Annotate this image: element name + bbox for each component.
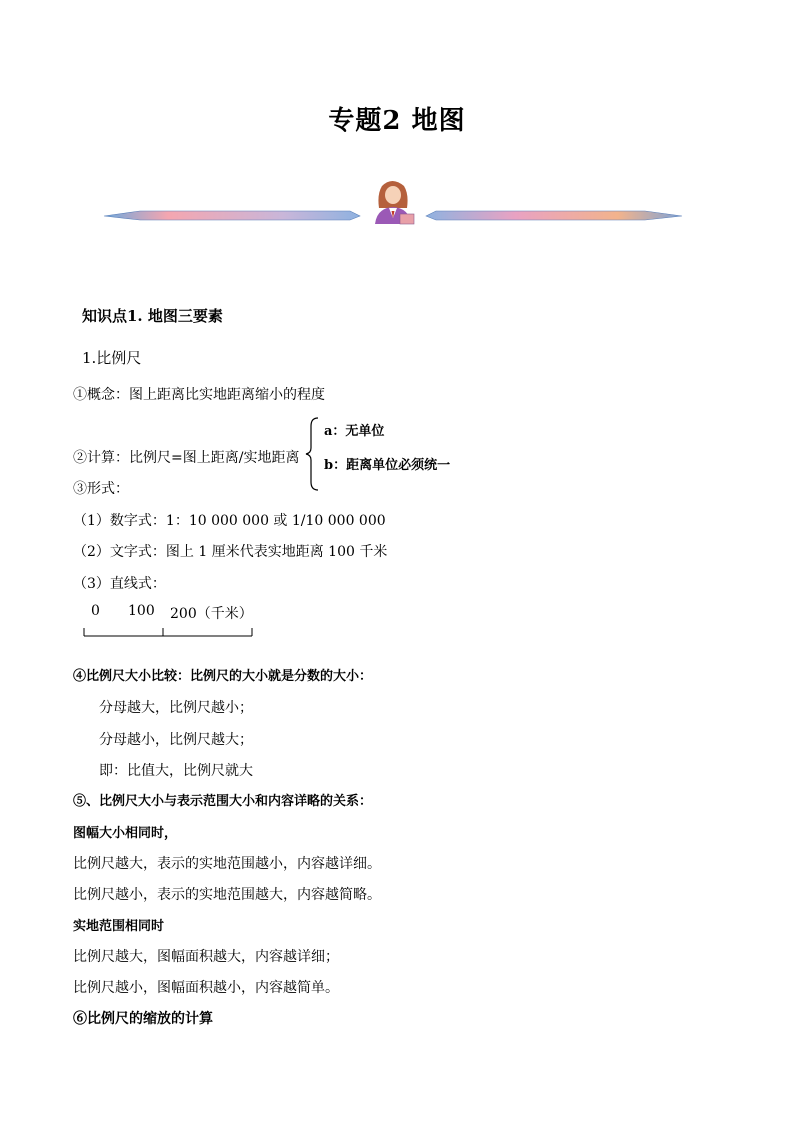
compare-item: 分母越大，比例尺越小； xyxy=(99,700,253,716)
same-size-item: 比例尺越小，表示的实地范围越大，内容越简略。 xyxy=(73,887,381,903)
calc-line: ②计算：比例尺=图上距离/实地距离 xyxy=(73,450,300,466)
curly-brace xyxy=(305,416,321,492)
zoom-title: ⑥比例尺的缩放的计算 xyxy=(73,1011,213,1027)
banner-right-bar xyxy=(426,211,682,220)
same-size-item: 比例尺越大，表示的实地范围越小，内容越详细。 xyxy=(73,856,381,872)
form-linear: （3）直线式： xyxy=(73,576,166,592)
section-heading: 知识点1. 地图三要素 xyxy=(82,307,223,325)
compare-item: 即：比值大，比例尺就大 xyxy=(99,763,253,779)
teacher-figure-icon xyxy=(375,181,414,224)
calc-note-a: a：无单位 xyxy=(324,424,385,439)
form-numeric: （1）数字式：1：10 000 000 或 1/10 000 000 xyxy=(73,513,386,529)
scale-label-0: 0 xyxy=(91,603,100,619)
relation-title: ⑤、比例尺大小与表示范围大小和内容详略的关系： xyxy=(73,794,373,809)
form-text: （2）文字式：图上 1 厘米代表实地距离 100 千米 xyxy=(73,544,388,560)
same-range-item: 比例尺越小，图幅面积越小，内容越简单。 xyxy=(73,980,339,996)
banner-left-bar xyxy=(104,211,360,220)
same-range-title: 实地范围相同时 xyxy=(73,919,165,934)
compare-item: 分母越小，比例尺越大； xyxy=(99,732,253,748)
linear-scale-bar xyxy=(83,626,255,640)
form-line: ③形式： xyxy=(73,481,129,497)
same-size-title: 图幅大小相同时， xyxy=(73,826,178,841)
page-title: 专题2 地图 xyxy=(328,106,466,136)
same-range-item: 比例尺越大，图幅面积越大，内容越详细； xyxy=(73,949,339,965)
calc-note-b: b：距离单位必须统一 xyxy=(324,458,451,473)
sub-heading: 1.比例尺 xyxy=(82,349,142,367)
scale-label-100: 100 xyxy=(128,603,155,619)
scale-label-200: 200（千米） xyxy=(170,606,253,622)
compare-title: ④比例尺大小比较：比例尺的大小就是分数的大小： xyxy=(73,669,373,684)
concept-line: ①概念：图上距离比实地距离缩小的程度 xyxy=(73,387,325,403)
title-banner xyxy=(100,178,685,228)
